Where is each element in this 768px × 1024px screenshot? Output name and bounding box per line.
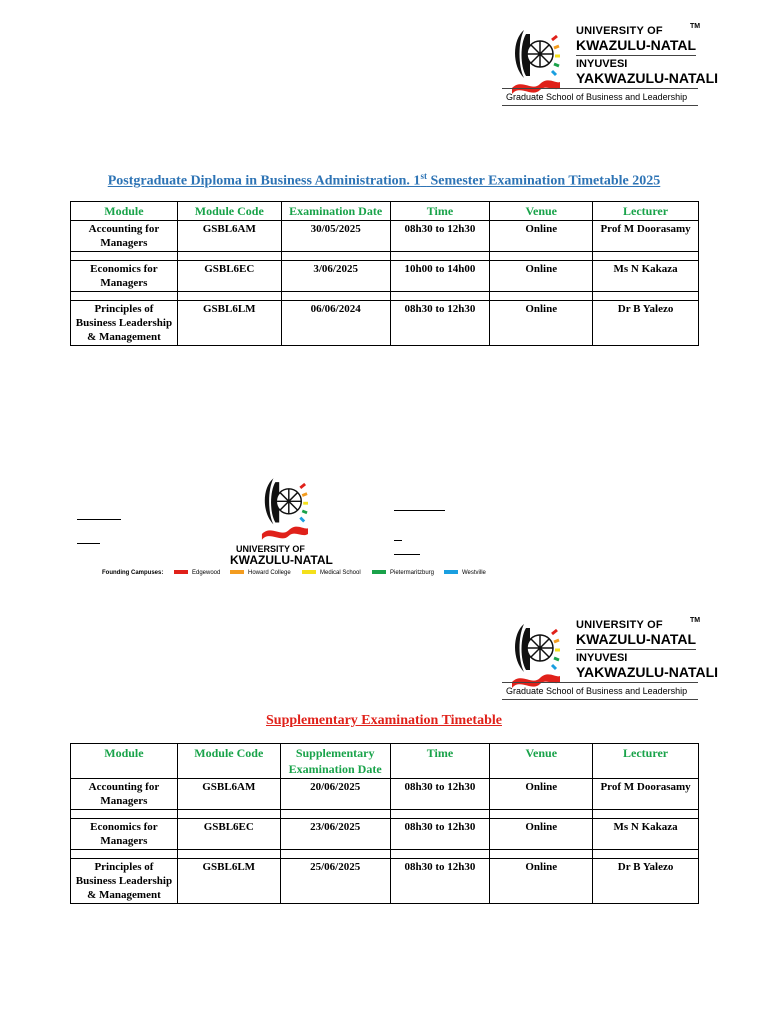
ukzn-emblem-icon — [260, 474, 308, 544]
lecturer-cell: Dr B Yalezo — [593, 301, 699, 346]
spacer-row — [71, 252, 699, 261]
spacer-row — [71, 850, 699, 859]
venue-cell: Online — [490, 261, 593, 292]
logo-university-of: UNIVERSITY OF — [576, 619, 663, 631]
column-header: Venue — [490, 744, 593, 779]
logo-divider — [576, 649, 696, 650]
module-code-cell: GSBL6EC — [177, 819, 280, 850]
logo-yakwazulu-natali: YAKWAZULU-NATALI — [576, 664, 719, 680]
module-cell: Economics for Managers — [71, 261, 178, 292]
underline-mark — [394, 554, 420, 555]
date-cell: 3/06/2025 — [281, 261, 390, 292]
column-header: Module Code — [177, 202, 281, 221]
timetable1-title — [0, 171, 768, 190]
venue-cell: Online — [490, 859, 593, 904]
time-cell: 08h30 to 12h30 — [390, 779, 490, 810]
module-cell: Principles of Business Leadership & Management — [71, 859, 178, 904]
column-header: Venue — [490, 202, 593, 221]
venue-cell: Online — [490, 221, 593, 252]
title-part: Postgraduate Diploma in Business Administration. 1 — [107, 173, 421, 189]
module-cell: Accounting for Managers — [71, 779, 178, 810]
founding-campuses-bar — [102, 570, 502, 580]
module-cell: Accounting for Managers — [71, 221, 178, 252]
date-cell: 25/06/2025 — [280, 859, 390, 904]
venue-cell: Online — [490, 819, 593, 850]
logo-inyuvesi: INYUVESI — [576, 652, 628, 664]
lecturer-cell: Prof M Doorasamy — [593, 779, 699, 810]
trademark-mark: TM — [690, 23, 701, 30]
table-row — [71, 221, 699, 252]
campus-edgewood — [174, 570, 220, 576]
table-row — [71, 301, 699, 346]
logo-kwazulu-natal: KWAZULU-NATAL — [576, 37, 697, 53]
venue-cell: Online — [490, 301, 593, 346]
logo-school-name: Graduate School of Business and Leadership — [506, 92, 688, 102]
column-header: Module — [71, 202, 178, 221]
column-header: Lecturer — [593, 744, 699, 779]
campus-label: Westville — [462, 570, 486, 576]
logo-kwazulu-natal: KWAZULU-NATAL — [576, 631, 697, 647]
campus-label: Medical School — [320, 570, 361, 576]
column-header: Time — [390, 744, 490, 779]
title-part: Semester Examination Timetable 2025 — [426, 173, 661, 189]
table-header-row — [71, 202, 699, 221]
ukzn-logo-middle — [230, 474, 333, 570]
spacer-row — [71, 810, 699, 819]
ukzn-logo-top — [500, 22, 719, 114]
underline-mark — [77, 543, 100, 544]
time-cell: 08h30 to 12h30 — [390, 859, 490, 904]
ukzn-logo-second — [500, 616, 719, 708]
logo-divider — [502, 682, 698, 683]
timetable2-title: Supplementary Examination Timetable — [266, 713, 502, 728]
column-header: Module — [71, 744, 178, 779]
color-swatch — [372, 570, 386, 574]
founding-campuses-label: Founding Campuses: — [102, 570, 164, 576]
lecturer-cell: Prof M Doorasamy — [593, 221, 699, 252]
column-header: Time — [390, 202, 490, 221]
module-code-cell: GSBL6AM — [177, 779, 280, 810]
color-swatch — [302, 570, 316, 574]
logo-divider — [502, 105, 698, 106]
color-swatch — [444, 570, 458, 574]
underline-mark — [77, 519, 121, 520]
logo-divider — [576, 55, 696, 56]
time-cell: 08h30 to 12h30 — [390, 819, 490, 850]
date-cell: 06/06/2024 — [281, 301, 390, 346]
table-row — [71, 779, 699, 810]
module-code-cell: GSBL6EC — [177, 261, 281, 292]
table-header-row — [71, 744, 699, 779]
module-code-cell: GSBL6LM — [177, 859, 280, 904]
module-cell: Principles of Business Leadership & Management — [71, 301, 178, 346]
logo-divider — [502, 699, 698, 700]
module-code-cell: GSBL6LM — [177, 301, 281, 346]
trademark-mark: TM — [690, 617, 701, 624]
logo-kwazulu-natal: KWAZULU-NATAL — [230, 553, 333, 567]
module-code-cell: GSBL6AM — [177, 221, 281, 252]
title-superscript: st — [420, 171, 427, 181]
time-cell: 08h30 to 12h30 — [390, 221, 490, 252]
date-cell: 30/05/2025 — [281, 221, 390, 252]
column-header: Supplementary Examination Date — [280, 744, 390, 779]
column-header: Lecturer — [593, 202, 699, 221]
exam-timetable-table — [70, 201, 699, 346]
color-swatch — [174, 570, 188, 574]
table-row — [71, 261, 699, 292]
venue-cell: Online — [490, 779, 593, 810]
campus-pietermaritzburg — [372, 570, 434, 576]
lecturer-cell: Ms N Kakaza — [593, 261, 699, 292]
time-cell: 08h30 to 12h30 — [390, 301, 490, 346]
supplementary-timetable-table — [70, 743, 699, 904]
date-cell: 23/06/2025 — [280, 819, 390, 850]
campus-label: Howard College — [248, 570, 291, 576]
column-header: Examination Date — [281, 202, 390, 221]
spacer-row — [71, 292, 699, 301]
campus-label: Edgewood — [192, 570, 221, 576]
campus-howard-college — [230, 570, 291, 576]
lecturer-cell: Dr B Yalezo — [593, 859, 699, 904]
logo-yakwazulu-natali: YAKWAZULU-NATALI — [576, 70, 719, 86]
campus-medical-school — [302, 570, 361, 576]
color-swatch — [230, 570, 244, 574]
date-cell: 20/06/2025 — [280, 779, 390, 810]
column-header: Module Code — [177, 744, 280, 779]
logo-inyuvesi: INYUVESI — [576, 58, 628, 70]
logo-divider — [502, 88, 698, 89]
underline-mark — [394, 540, 402, 541]
logo-university-of: UNIVERSITY OF — [576, 25, 663, 37]
underline-mark — [394, 510, 445, 511]
logo-school-name: Graduate School of Business and Leadership — [506, 686, 688, 696]
table-row — [71, 859, 699, 904]
table-row — [71, 819, 699, 850]
campus-westville — [444, 570, 486, 576]
lecturer-cell: Ms N Kakaza — [593, 819, 699, 850]
module-cell: Economics for Managers — [71, 819, 178, 850]
logo-university-of: UNIVERSITY OF — [236, 544, 305, 554]
campus-label: Pietermaritzburg — [390, 570, 435, 576]
time-cell: 10h00 to 14h00 — [390, 261, 490, 292]
